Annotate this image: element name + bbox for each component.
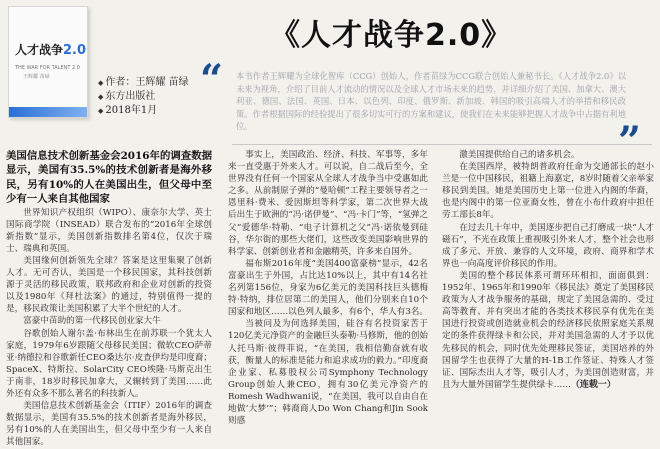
paragraph: 谷歌创始人谢尔盖·布林出生在前苏联一个犹太人家庭，1979年6岁跟随父母移民美国；微软CEO萨蒂亚·纳德拉和谷歌新任CEO桑达尔·皮查伊均是印度裔；SpaceX、特斯拉、SolarCity CEO埃隆·马斯克出生于南非，18岁时移民加拿大，又辗转到了美国……此外还有众多不那么著名的科技新人。 (6, 328, 212, 400)
paragraph: 福布斯2016年度“美国400富豪榜”显示，42名富豪出生于外国，占比达10%以上，其中有14名社名列第156位，身家为6亿美元的美国科技巨头德梅特·特纳，排位居第二的美国人，他们分别来自10个国家和地区……以色列人最多，有6个，华人有3名。 (228, 258, 428, 318)
right-column (442, 149, 654, 391)
paragraph: 当被问及为何选择美国，硅谷有名投资家苦于120亿美元净资产的金融巨头泰勒·马修斯，他的创始人托马斯·彼得菲说，“在美国，我相信勤奋就有收获，衡量人的标准是能力和追求成功的毅力。”印度裔企业家、私募股权公司Symphony Technology Group创始人兼CEO，拥有30亿美元净资产的Romesh Wadhwani说，“在美国，我可以自由自在地做‘大梦’”；韩裔商人Do Won Chang和Jin Sook则感 (228, 319, 428, 427)
cover-color-strip (9, 107, 87, 117)
left-column (6, 149, 212, 449)
cover-author: 王辉耀 苗绿 (23, 74, 50, 80)
cover-subtitle: THE WAR FOR TALENT 2.0 (15, 65, 80, 71)
paragraph: 美国信息技术创新基金会（ITIF）2016年的调查数据显示，美国有35.5%的技术创新者是海外移民，另有10%的人在美国出生，但父母中至少有一人来自其他国家。 (6, 401, 212, 448)
paragraph: 在美国西岸，被特朗普政府任命为交通部长的赵小兰是一位中国移民，祖籍上海嘉定，8岁时随着父亲举家移民到美国。她是美国历史上第一位进入内阁的华裔，也是内阁中的第一位亚裔女性，曾在小布什政府中担任劳工部长8年。 (442, 162, 654, 221)
paragraph: 在过去几十年中，美国逐步把自己打磨成一块“人才磁石”，不光在政策上重视吸引外来人才，整个社会也形成了多元、开放、兼容的人文环境，政府、商界和学术界也一向高度评价移民的作用。 (442, 222, 654, 269)
article-title: 《人才战争2.0》 (270, 18, 513, 53)
paragraph: 激美国提供给自己的诸多机会。 (459, 150, 580, 160)
divider (232, 144, 652, 145)
paragraph-text: 美国的整个移民体系可谓环环相扣，面面俱到：1952年、1965年和1990年《移民法》奠定了美国移民政策为人才战争服务的基础，规定了美国急需的、受过高等教育、并有突出才能的各类技术移民享有优先在美国进行投资或创造就业机会的经济移民依照家庭关系规定的条件获得绿卡和公民，并对美国急需的人才予以优先移民的机会，同时优先处理移民签证，美国培养的外国留学生也获得了大量的H-1B工作签证、特殊人才签证、国际杰出人才等，吸引人才，为美国创造财富，并且为大量外国留学生提供绿卡…… (442, 270, 654, 390)
pull-quote: 本书作者王辉耀为全球化智库（CCG）创始人，作者苗绿为CCG联合创始人兼秘书长。《人才战争2.0》以未来为视角，介绍了目前人才流动的情况以及全球人才市场未来的趋势，并详细介绍了美国、加拿大、澳大利亚、德国、法国、英国、日本、以色列、印度、俄罗斯、新加坡、韩国的吸引高端人才的举措和移民政策。作者根据国际的经验提出了很多切实可行的方案和建议，使我们在未来能够把握人才战争中占据有利地位。 (236, 71, 626, 132)
paragraph (442, 270, 654, 391)
book-info-date: ◆ 2018年1月 (98, 104, 189, 118)
middle-column (228, 149, 428, 427)
continued-marker: （连载一） (570, 379, 616, 390)
paragraph: 事实上，美国政治、经济、科技、军事等，多年来一直受惠于外来人才。可以说，自二战后至今，全世界没有任何一个国家从全球人才战争当中受惠如此之多。从前制原子弹的“曼哈顿”工程主要领导者之一恩里科·费米、爱因斯坦等科学家，第二次世界大战后出生于欧洲的“冯·诺伊曼”、“冯·卡门”等，“氢弹之父”爱德华·特勒、“电子计算机之父”冯·诺依曼到硅谷，华尔街的那些大佬们，这些改变美国影响世界的科学家、创新创业者和金融精英，许多来自国外。 (228, 150, 428, 257)
book-info-publisher: ◆ 东方出版社 (98, 90, 189, 104)
cover-title (15, 41, 86, 58)
column-headline: 美国信息技术创新基金会2016年的调查数据显示，美国有35.5%的技术创新者是海外移民，另有10%的人在美国出生，但父母中至少有一人来自其他国家 (6, 150, 212, 206)
cover-title-text: 人才战争 (15, 43, 64, 57)
paragraph: 富豪中苗助的第一代移民创业家大牛 (23, 316, 161, 327)
open-quote-icon: “ (200, 56, 224, 103)
book-info-author: ◆ 作者：王辉耀 苗绿 (98, 76, 189, 90)
book-cover (8, 6, 88, 118)
paragraph: 世界知识产权组织（WIPO）、康奈尔大学、英士国际商学院（INSEAD）联合发布的“2016年全球创新指数”显示，美国创新指数排名第4位，仅次于瑞士、瑞典和英国。 (6, 207, 212, 254)
left-column-body (6, 207, 212, 449)
paragraph: 美国缘何创新领先全球？答案是这里集聚了创新人才。无可否认，美国是一个移民国家，其科技创新源于灵活的移民政策，联邦政府和企业对创新的投资以及1980年《拜杜法案》的通过，特别值得一提的是，移民政策让美国积累了大半个世纪的人才。 (6, 256, 212, 315)
close-quote-icon: ” (618, 118, 642, 165)
book-info (98, 76, 189, 118)
cover-title-version: 2.0 (63, 43, 87, 58)
